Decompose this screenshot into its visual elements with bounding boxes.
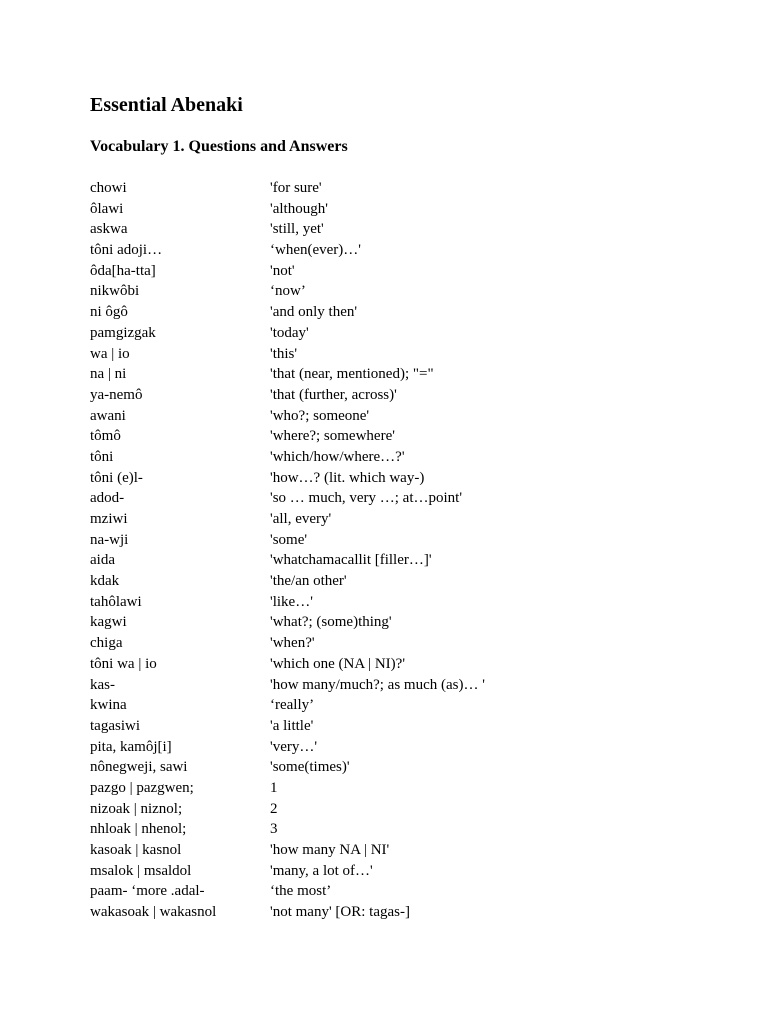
vocabulary-gloss: 2: [270, 800, 278, 817]
vocabulary-row: [90, 675, 710, 696]
vocabulary-gloss: 'that (further, across)': [270, 386, 397, 403]
vocabulary-row: [90, 550, 710, 571]
vocabulary-term: nikwôbi: [90, 283, 140, 300]
vocabulary-row: [90, 447, 710, 468]
vocabulary-term: kdak: [90, 573, 120, 590]
vocabulary-gloss: 'that (near, mentioned); "=": [270, 366, 434, 383]
vocabulary-row: [90, 737, 710, 758]
vocabulary-term: pamgizgak: [90, 324, 156, 341]
vocabulary-term: chowi: [90, 180, 127, 196]
vocabulary-row: [90, 861, 710, 882]
vocabulary-gloss: 3: [270, 821, 278, 838]
vocabulary-gloss: 'how…? (lit. which way-): [270, 469, 425, 486]
vocabulary-gloss: 'so … much, very …; at…point': [270, 490, 463, 507]
vocabulary-term: pita, kamôj[i]: [90, 738, 172, 755]
vocabulary-gloss: 'although': [270, 200, 328, 217]
vocabulary-term: ya-nemô: [90, 386, 143, 403]
vocabulary-row: [90, 799, 710, 820]
vocabulary-row: [90, 592, 710, 613]
vocabulary-gloss: 'some(times)': [270, 759, 350, 776]
vocabulary-row: [90, 881, 710, 902]
vocabulary-row: [90, 178, 710, 199]
vocabulary-gloss: 'this': [270, 345, 298, 362]
vocabulary-row: [90, 902, 710, 923]
vocabulary-gloss: 'whatchamacallit [filler…]': [270, 552, 432, 569]
vocabulary-row: [90, 240, 710, 261]
vocabulary-row: [90, 571, 710, 592]
vocabulary-row: [90, 261, 710, 282]
vocabulary-term: msalok | msaldol: [90, 862, 192, 879]
vocabulary-row: [90, 468, 710, 489]
vocabulary-term: na-wji: [90, 531, 129, 548]
vocabulary-gloss: 'how many NA | NI': [270, 842, 390, 858]
vocabulary-gloss: ‘now’: [270, 283, 306, 300]
vocabulary-row: [90, 654, 710, 675]
vocabulary-gloss: 1: [270, 779, 278, 796]
vocabulary-gloss: 'many, a lot of…': [270, 862, 373, 879]
vocabulary-term: nhloak | nhenol;: [90, 821, 187, 838]
vocabulary-term: tôni: [90, 448, 114, 465]
vocabulary-row: [90, 281, 710, 302]
vocabulary-term: ôlawi: [90, 200, 124, 217]
vocabulary-term: nônegweji, sawi: [90, 759, 188, 776]
vocabulary-term: kagwi: [90, 614, 127, 631]
vocabulary-gloss: 'the/an other': [270, 573, 347, 590]
vocabulary-row: [90, 488, 710, 509]
vocabulary-gloss: 'some': [270, 531, 308, 548]
vocabulary-gloss: 'where?; somewhere': [270, 428, 395, 445]
vocabulary-term: tôni (e)l-: [90, 469, 143, 486]
vocabulary-term: kasoak | kasnol: [90, 842, 182, 858]
vocabulary-gloss: 'not many' [OR: tagas-]: [270, 904, 410, 921]
vocabulary-row: [90, 344, 710, 365]
vocabulary-row: [90, 695, 710, 716]
vocabulary-row: [90, 219, 710, 240]
vocabulary-gloss: 'like…': [270, 593, 313, 610]
vocabulary-row: [90, 530, 710, 551]
vocabulary-term: mziwi: [90, 511, 128, 527]
vocabulary-term: na | ni: [90, 366, 127, 383]
vocabulary-gloss: 'how many/much?; as much (as)… ': [270, 676, 485, 693]
vocabulary-row: [90, 302, 710, 323]
vocabulary-term: askwa: [90, 221, 128, 238]
vocabulary-term: tômô: [90, 428, 121, 445]
vocabulary-gloss: ‘really’: [270, 697, 315, 714]
vocabulary-row: [90, 633, 710, 654]
vocabulary-term: adod-: [90, 490, 125, 507]
vocabulary-term: paam- ‘more .adal-: [90, 883, 205, 900]
vocabulary-term: kas-: [90, 676, 115, 693]
section-title: Vocabulary 1. Questions and Answers: [90, 138, 348, 155]
vocabulary-row: [90, 364, 710, 385]
vocabulary-gloss: 'what?; (some)thing': [270, 614, 392, 631]
vocabulary-term: chiga: [90, 635, 123, 652]
vocabulary-list: [90, 178, 710, 923]
vocabulary-gloss: 'and only then': [270, 304, 358, 321]
vocabulary-term: kwina: [90, 697, 127, 714]
vocabulary-term: tôni wa | io: [90, 655, 157, 672]
vocabulary-row: [90, 778, 710, 799]
vocabulary-row: [90, 612, 710, 633]
vocabulary-term: wakasoak | wakasnol: [90, 904, 217, 921]
vocabulary-gloss: 'all, every': [270, 511, 332, 527]
vocabulary-row: [90, 757, 710, 778]
vocabulary-term: tahôlawi: [90, 593, 142, 610]
vocabulary-gloss: 'for sure': [270, 180, 322, 196]
vocabulary-gloss: 'very…': [270, 738, 318, 755]
vocabulary-term: wa | io: [90, 345, 130, 362]
vocabulary-gloss: 'today': [270, 324, 309, 341]
vocabulary-gloss: ‘the most’: [270, 883, 332, 900]
vocabulary-row: [90, 819, 710, 840]
vocabulary-row: [90, 199, 710, 220]
vocabulary-row: [90, 716, 710, 737]
vocabulary-row: [90, 840, 710, 861]
vocabulary-gloss: ‘when(ever)…': [270, 242, 361, 259]
vocabulary-row: [90, 385, 710, 406]
vocabulary-gloss: 'still, yet': [270, 221, 324, 238]
vocabulary-term: awani: [90, 407, 126, 424]
vocabulary-row: [90, 323, 710, 344]
document-title: Essential Abenaki: [90, 94, 243, 116]
vocabulary-term: pazgo | pazgwen;: [90, 779, 194, 796]
vocabulary-term: tôni adoji…: [90, 242, 163, 259]
vocabulary-term: ni ôgô: [90, 304, 128, 321]
vocabulary-gloss: 'when?': [270, 635, 315, 652]
vocabulary-gloss: 'which one (NA | NI)?': [270, 655, 406, 672]
vocabulary-row: [90, 509, 710, 530]
vocabulary-gloss: 'who?; someone': [270, 407, 370, 424]
vocabulary-row: [90, 406, 710, 427]
vocabulary-gloss: 'a little': [270, 717, 314, 734]
vocabulary-term: tagasiwi: [90, 717, 140, 734]
vocabulary-term: aida: [90, 552, 115, 569]
vocabulary-row: [90, 426, 710, 447]
vocabulary-term: ôda[ha-tta]: [90, 262, 156, 279]
vocabulary-gloss: 'not': [270, 262, 295, 279]
vocabulary-gloss: 'which/how/where…?': [270, 448, 405, 465]
vocabulary-term: nizoak | niznol;: [90, 800, 183, 817]
